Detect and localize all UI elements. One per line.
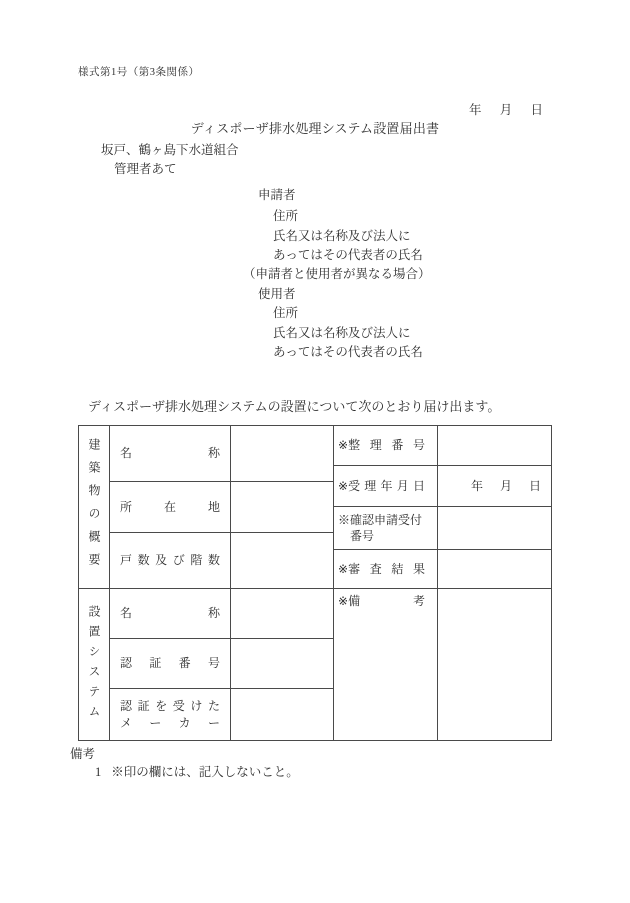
receipt-day-label: 日: [528, 478, 541, 493]
system-group-header: [79, 589, 110, 740]
remarks-label: ※ 備考: [338, 594, 425, 608]
confirmation-number-label: [334, 512, 437, 544]
receipt-year-label: 年: [471, 478, 484, 493]
applicant-name-line2: あってはその代表者の氏名: [273, 248, 423, 262]
ref-number-label: ※ 整理番号: [338, 438, 425, 452]
notes-heading: 備考: [70, 747, 96, 761]
building-location-label: 所在地: [120, 499, 220, 514]
receipt-date-label: ※ 受理年月日: [338, 478, 425, 493]
application-table: [78, 425, 552, 741]
date-day-label: 日: [530, 103, 543, 117]
note-item-text: ※印の欄には、記入しないこと。: [111, 765, 299, 779]
different-user-note: （申請者と使用者が異なる場合）: [243, 267, 431, 281]
form-number: 様式第1号（第3条関係）: [78, 67, 200, 78]
system-group-label: 設置システム: [87, 604, 101, 725]
building-location-value-cell: [231, 482, 334, 533]
ref-number-value-cell: [438, 426, 551, 466]
system-cert-number-label: 認証番号: [120, 656, 220, 670]
system-maker-label-line2: メーカー: [120, 715, 220, 730]
review-result-label: ※ 審査結果: [338, 561, 425, 576]
applicant-address-label: 住所: [273, 209, 299, 223]
receipt-date-value-cell: [438, 466, 551, 507]
receipt-date-label-cell: [334, 466, 438, 507]
confirmation-number-label-line1: ※確認申請受付: [338, 513, 423, 527]
declaration-sentence: ディスポーザ排水処理システムの設置について次のとおり届け出ます。: [88, 399, 501, 414]
building-units-floors-value-cell: [231, 533, 334, 589]
asterisk-mark: ※: [338, 561, 349, 576]
asterisk-mark: ※: [338, 513, 351, 527]
date-month-label: 月: [499, 103, 513, 117]
asterisk-mark: ※: [338, 594, 349, 608]
review-result-value-cell: [438, 550, 551, 589]
confirmation-number-label-line2: 番号: [350, 529, 375, 543]
system-maker-label-cell: [110, 689, 231, 740]
building-name-value-cell: [231, 426, 334, 482]
building-name-label: 名称: [120, 446, 220, 460]
addressee-organization: 坂戸、鶴ヶ島下水道組合: [101, 143, 239, 157]
asterisk-mark: ※: [338, 478, 349, 493]
building-group-label: 建築物の概要: [87, 438, 101, 576]
system-name-label-cell: [110, 589, 231, 639]
building-units-floors-label-cell: [110, 533, 231, 589]
note-item-number: 1: [95, 765, 102, 779]
note-item-1: [95, 765, 299, 780]
receipt-month-label: 月: [499, 478, 512, 493]
applicant-label: 申請者: [258, 188, 296, 202]
system-cert-number-label-cell: [110, 639, 231, 689]
building-group-header: [79, 426, 110, 589]
applicant-name-line1: 氏名又は名称及び法人に: [273, 229, 411, 243]
review-result-label-cell: [334, 550, 438, 589]
building-name-label-cell: [110, 426, 231, 482]
building-units-floors-label: 戸数及び階数: [120, 553, 220, 567]
system-cert-number-value-cell: [231, 639, 334, 689]
system-name-value-cell: [231, 589, 334, 639]
system-maker-label-line1: 認証を受けた: [120, 698, 220, 713]
remarks-label-cell: [334, 589, 438, 740]
date-year-label: 年: [469, 103, 482, 117]
ref-number-label-cell: [334, 426, 438, 466]
building-location-label-cell: [110, 482, 231, 533]
user-name-line2: あってはその代表者の氏名: [273, 345, 423, 359]
system-name-label: 名称: [120, 606, 220, 620]
system-maker-label: [110, 698, 230, 732]
remarks-value-cell: [438, 589, 551, 740]
user-name-line1: 氏名又は名称及び法人に: [273, 326, 411, 340]
confirmation-number-value-cell: [438, 507, 551, 550]
user-address-label: 住所: [273, 306, 299, 320]
addressee-to-label: 管理者あて: [114, 162, 177, 176]
asterisk-mark: ※: [338, 438, 349, 452]
user-label: 使用者: [258, 287, 296, 301]
date-line: [463, 103, 549, 118]
system-maker-value-cell: [231, 689, 334, 740]
document-title: ディスポーザ排水処理システム設置届出書: [190, 121, 440, 136]
confirmation-number-label-cell: [334, 507, 438, 550]
receipt-date-ymd: [438, 479, 551, 494]
